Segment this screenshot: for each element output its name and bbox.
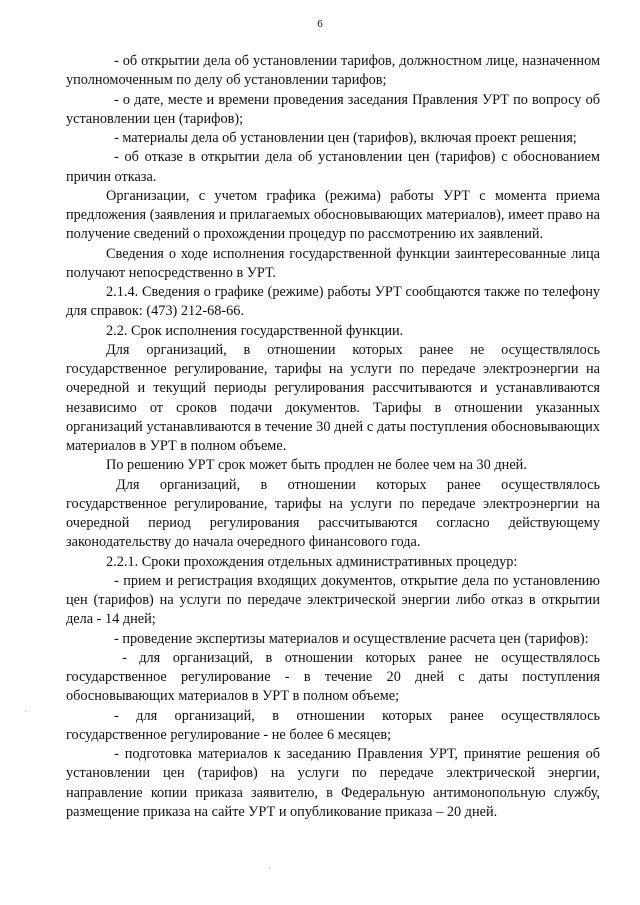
paragraph-progress-info: Сведения о ходе исполнения государственной функции заинтересованные лица получают непосредственно в УРТ. — [66, 245, 600, 281]
list-item-case-opening: - об открытии дела об установлении тарифов, должностном лице, назначенном уполномоченным по делу об установлении тарифов; — [66, 53, 600, 89]
list-item-registration: - прием и регистрация входящих документов, открытие дела по установлению цен (тарифов) на услуги по передаче электрической энергии либо отказ в открытии дела - 14 дней; — [66, 572, 600, 628]
document-body — [66, 52, 600, 822]
margin-mark: · — [268, 862, 271, 872]
paragraph-extension: По решению УРТ срок может быть продлен не более чем на 30 дней. — [106, 457, 527, 474]
section-2-1-4: 2.1.4. Сведения о графике (режиме) работы УРТ сообщаются также по телефону для справок: (473) 212-68-66. — [66, 284, 600, 320]
paragraph-regulated-organizations: Для организаций, в отношении которых ранее осуществлялось государственное регулирование, тарифы на услуги по передаче электроэнергии на очередной период регулирования рассчитываются согласно действующему законодательству до начала очередного финансового года. — [66, 476, 600, 551]
list-item-board-preparation: - подготовка материалов к заседанию Правления УРТ, принятие решения об установлении цен (тарифов) на услуги по передаче электрической энергии, направление копии приказа заявителю, в Федеральную антимонопольную службу, размещение приказа на сайте УРТ и опубликование приказа – 20 дней. — [66, 746, 600, 820]
list-item-expertise: - проведение экспертизы материалов и осуществление расчета цен (тарифов): — [114, 630, 589, 647]
list-item-new-org-term: - для организаций, в отношении которых ранее не осуществлялось государственное регулирование - в течение 20 дней с даты поступления обосновывающих материалов в УРТ в полном объеме; — [66, 649, 600, 705]
section-2-2-1-heading: 2.2.1. Сроки прохождения отдельных административных процедур: — [106, 553, 518, 570]
margin-mark: · — [24, 706, 27, 716]
paragraph-organizations-rights: Организации, с учетом графика (режима) работы УРТ с момента приема предложения (заявления и прилагаемых обосновывающих материалов), имеет право на получение сведений о прохождении процедур по рассмотрению их заявлений. — [66, 187, 600, 243]
list-item-refusal: - об отказе в открытии дела об установлении цен (тарифов) с обоснованием причин отказа. — [66, 149, 600, 185]
page-number: 6 — [317, 18, 323, 30]
list-item-regulated-org-term: - для организаций, в отношении которых ранее осуществлялось государственное регулирование - не более 6 месяцев; — [66, 707, 600, 743]
list-item-case-materials: - материалы дела об установлении цен (тарифов), включая проект решения; — [114, 130, 577, 146]
paragraph-new-organizations: Для организаций, в отношении которых ранее не осуществлялось государственное регулирование, тарифы на услуги по передаче электроэнергии на очередной и текущий периоды регулирования рассчитываются и устанавливаются независимо от сроков подачи документов. Тарифы в отношении указанных организаций устанавливаются в течение 30 дней с даты поступления обосновывающих материалов в УРТ в полном объеме. — [66, 341, 600, 454]
section-2-2-heading: 2.2. Срок исполнения государственной функции. — [106, 322, 404, 339]
list-item-meeting-date: - о дате, месте и времени проведения заседания Правления УРТ по вопросу об установлении цен (тарифов); — [66, 91, 600, 127]
